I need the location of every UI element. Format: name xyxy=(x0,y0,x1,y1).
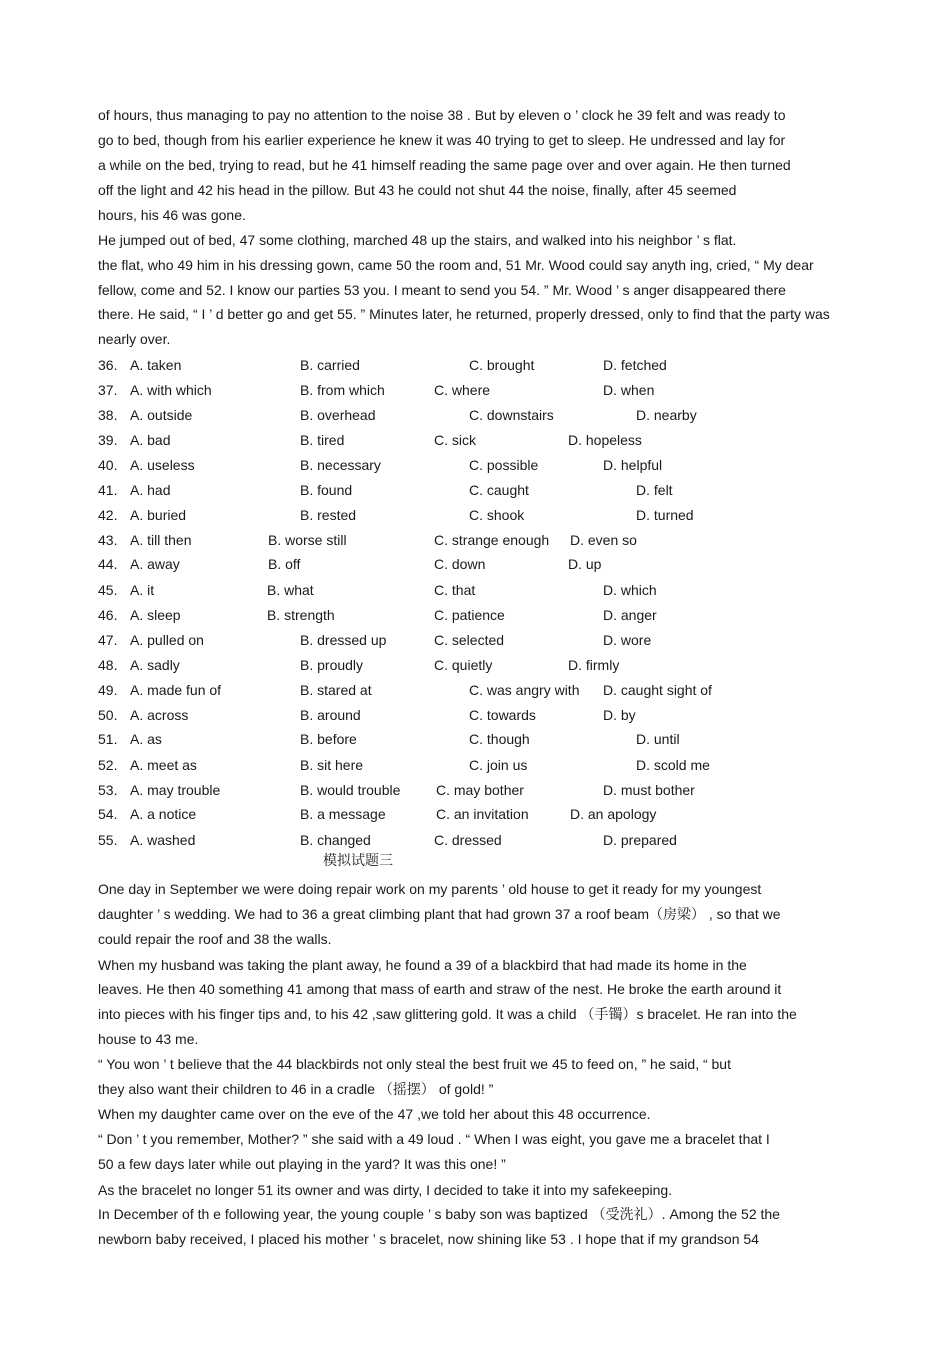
option-a: A. bad xyxy=(130,432,171,448)
question-number: 53. xyxy=(98,782,118,798)
question-number: 36. xyxy=(98,357,118,373)
question-options xyxy=(98,681,898,699)
option-b: B. before xyxy=(300,731,357,747)
option-c: C. that xyxy=(434,582,476,598)
question-options xyxy=(98,555,898,573)
option-a: A. made fun of xyxy=(130,682,222,698)
option-b: B. worse still xyxy=(268,532,347,548)
option-b: B. what xyxy=(267,582,314,598)
question-options xyxy=(98,456,898,474)
option-a: A. washed xyxy=(130,832,196,848)
option-b: B. dressed up xyxy=(300,632,387,648)
question-number: 45. xyxy=(98,582,118,598)
passage2-line: 50 a few days later while out playing in the yard? It was this one! ” xyxy=(98,1156,506,1172)
question-options xyxy=(98,781,898,799)
option-a: A. useless xyxy=(130,457,195,473)
question-options xyxy=(98,805,898,823)
question-number: 52. xyxy=(98,757,118,773)
option-b: B. carried xyxy=(300,357,360,373)
option-b: B. found xyxy=(300,482,353,498)
question-number: 51. xyxy=(98,731,118,747)
question-options xyxy=(98,356,898,374)
option-c: C. downstairs xyxy=(469,407,554,423)
option-d: D. helpful xyxy=(603,457,663,473)
option-d: D. even so xyxy=(570,532,637,548)
question-number: 47. xyxy=(98,632,118,648)
option-a: A. may trouble xyxy=(130,782,221,798)
option-d: D. caught sight of xyxy=(603,682,712,698)
option-b: B. changed xyxy=(300,832,371,848)
option-b: B. from which xyxy=(300,382,385,398)
option-b: B. around xyxy=(300,707,361,723)
option-b: B. strength xyxy=(267,607,335,623)
option-a: A. sleep xyxy=(130,607,181,623)
option-c: C. shook xyxy=(469,507,525,523)
option-a: A. away xyxy=(130,556,180,572)
option-c: C. was angry with xyxy=(469,682,580,698)
passage2-line: When my husband was taking the plant away, he found a 39 of a blackbird that had made its home in the xyxy=(98,957,747,973)
question-number: 55. xyxy=(98,832,118,848)
passage2-line: As the bracelet no longer 51 its owner and was dirty, I decided to take it into my safekeeping. xyxy=(98,1182,673,1198)
passage1-line: He jumped out of bed, 47 some clothing, marched 48 up the stairs, and walked into his neighbor ’ s flat. xyxy=(98,232,737,248)
option-a: A. meet as xyxy=(130,757,197,773)
option-c: C. possible xyxy=(469,457,539,473)
question-number: 37. xyxy=(98,382,118,398)
passage1-line: there. He said, “ I ’ d better go and get 55. ” Minutes later, he returned, properly dressed, only to find that the party was xyxy=(98,306,830,322)
question-number: 49. xyxy=(98,682,118,698)
option-c: C. patience xyxy=(434,607,505,623)
option-d: D. hopeless xyxy=(568,432,642,448)
option-a: A. had xyxy=(130,482,171,498)
option-a: A. sadly xyxy=(130,657,180,673)
passage2-line: One day in September we were doing repair work on my parents ’ old house to get it ready for my youngest xyxy=(98,881,762,897)
option-c: C. may bother xyxy=(436,782,524,798)
option-b: B. tired xyxy=(300,432,345,448)
option-d: D. nearby xyxy=(636,407,697,423)
question-options xyxy=(98,606,898,624)
passage1-line: fellow, come and 52. I know our parties 53 you. I meant to send you 54. ” Mr. Wood ’ s anger disappeared there xyxy=(98,282,786,298)
question-number: 44. xyxy=(98,556,118,572)
passage1-line: the flat, who 49 him in his dressing gown, came 50 the room and, 51 Mr. Wood could say anyth ing, cried, “ My dear xyxy=(98,257,814,273)
option-b: B. a message xyxy=(300,806,386,822)
option-d: D. which xyxy=(603,582,657,598)
option-c: C. join us xyxy=(469,757,528,773)
question-options xyxy=(98,506,898,524)
option-d: D. fetched xyxy=(603,357,667,373)
option-c: C. where xyxy=(434,382,491,398)
option-c: C. brought xyxy=(469,357,535,373)
question-number: 41. xyxy=(98,482,118,498)
option-b: B. overhead xyxy=(300,407,376,423)
passage2-line: house to 43 me. xyxy=(98,1031,199,1047)
question-number: 54. xyxy=(98,806,118,822)
option-d: D. must bother xyxy=(603,782,695,798)
option-d: D. scold me xyxy=(636,757,710,773)
option-a: A. a notice xyxy=(130,806,197,822)
option-d: D. an apology xyxy=(570,806,657,822)
option-c: C. caught xyxy=(469,482,529,498)
option-b: B. proudly xyxy=(300,657,364,673)
question-options xyxy=(98,831,898,849)
option-d: D. turned xyxy=(636,507,694,523)
option-b: B. necessary xyxy=(300,457,381,473)
option-d: D. by xyxy=(603,707,636,723)
option-d: D. firmly xyxy=(568,657,620,673)
option-c: C. though xyxy=(469,731,530,747)
option-a: A. across xyxy=(130,707,189,723)
option-a: A. outside xyxy=(130,407,193,423)
passage1-line: nearly over. xyxy=(98,331,171,347)
question-number: 39. xyxy=(98,432,118,448)
passage1-line: hours, his 46 was gone. xyxy=(98,207,246,223)
option-a: A. it xyxy=(130,582,155,598)
passage1-line: go to bed, though from his earlier experience he knew it was 40 trying to get to sleep. He undressed and lay for xyxy=(98,132,786,148)
option-d: D. felt xyxy=(636,482,673,498)
option-d: D. when xyxy=(603,382,655,398)
passage1-line: off the light and 42 his head in the pillow. But 43 he could not shut 44 the noise, finally, after 45 seemed xyxy=(98,182,737,198)
passage2-line: “ You won ’ t believe that the 44 blackbirds not only steal the best fruit we 45 to feed on, ” he said, “ but xyxy=(98,1056,731,1072)
option-d: D. until xyxy=(636,731,680,747)
option-d: D. anger xyxy=(603,607,657,623)
question-options xyxy=(98,381,898,399)
passage2-line: “ Don ’ t you remember, Mother? ” she said with a 49 loud . “ When I was eight, you gave me a bracelet that I xyxy=(98,1131,770,1147)
question-number: 48. xyxy=(98,657,118,673)
option-b: B. off xyxy=(268,556,301,572)
option-c: C. strange enough xyxy=(434,532,550,548)
option-b: B. stared at xyxy=(300,682,372,698)
option-a: A. till then xyxy=(130,532,192,548)
option-a: A. taken xyxy=(130,357,182,373)
option-b: B. rested xyxy=(300,507,357,523)
passage1-line: a while on the bed, trying to read, but he 41 himself reading the same page over and over again. He then turned xyxy=(98,157,791,173)
passage2-line: In December of th e following year, the young couple ’ s baby son was baptized （受洗礼）. Among the 52 the xyxy=(98,1206,780,1222)
question-options xyxy=(98,730,898,748)
option-c: C. selected xyxy=(434,632,505,648)
question-number: 46. xyxy=(98,607,118,623)
option-b: B. sit here xyxy=(300,757,364,773)
option-d: D. up xyxy=(568,556,602,572)
passage1-line: of hours, thus managing to pay no attention to the noise 38 . But by eleven o ’ clock he 39 felt and was ready to xyxy=(98,107,786,123)
question-number: 50. xyxy=(98,707,118,723)
passage2-line: When my daughter came over on the eve of the 47 ,we told her about this 48 occurrence. xyxy=(98,1106,651,1122)
option-c: C. towards xyxy=(469,707,536,723)
passage2-line: could repair the roof and 38 the walls. xyxy=(98,931,332,947)
question-options xyxy=(98,581,898,599)
question-options xyxy=(98,631,898,649)
option-a: A. buried xyxy=(130,507,187,523)
question-options xyxy=(98,756,898,774)
question-options xyxy=(98,531,898,549)
option-c: C. an invitation xyxy=(436,806,529,822)
question-options xyxy=(98,406,898,424)
passage2-line: they also want their children to 46 in a cradle （摇摆） of gold! ” xyxy=(98,1081,494,1097)
option-a: A. as xyxy=(130,731,162,747)
option-d: D. prepared xyxy=(603,832,677,848)
option-c: C. down xyxy=(434,556,486,572)
passage2-line: newborn baby received, I placed his mother ’ s bracelet, now shining like 53 . I hope that if my grandson 54 xyxy=(98,1231,759,1247)
passage2-line: into pieces with his finger tips and, to his 42 ,saw glittering gold. It was a child （手镯）s bracelet. He ran into the xyxy=(98,1006,797,1022)
passage2-line: daughter ’ s wedding. We had to 36 a great climbing plant that had grown 37 a roof beam（房梁） , so that we xyxy=(98,906,781,922)
option-c: C. sick xyxy=(434,432,476,448)
question-options xyxy=(98,706,898,724)
question-number: 43. xyxy=(98,532,118,548)
question-options xyxy=(98,481,898,499)
option-d: D. wore xyxy=(603,632,652,648)
option-b: B. would trouble xyxy=(300,782,401,798)
option-a: A. pulled on xyxy=(130,632,204,648)
question-number: 38. xyxy=(98,407,118,423)
option-a: A. with which xyxy=(130,382,212,398)
option-c: C. dressed xyxy=(434,832,502,848)
question-number: 42. xyxy=(98,507,118,523)
question-options xyxy=(98,656,898,674)
option-c: C. quietly xyxy=(434,657,493,673)
section-title: 模拟试题三 xyxy=(323,853,393,869)
passage2-line: leaves. He then 40 something 41 among that mass of earth and straw of the nest. He broke the earth around it xyxy=(98,981,782,997)
question-number: 40. xyxy=(98,457,118,473)
question-options xyxy=(98,431,898,449)
